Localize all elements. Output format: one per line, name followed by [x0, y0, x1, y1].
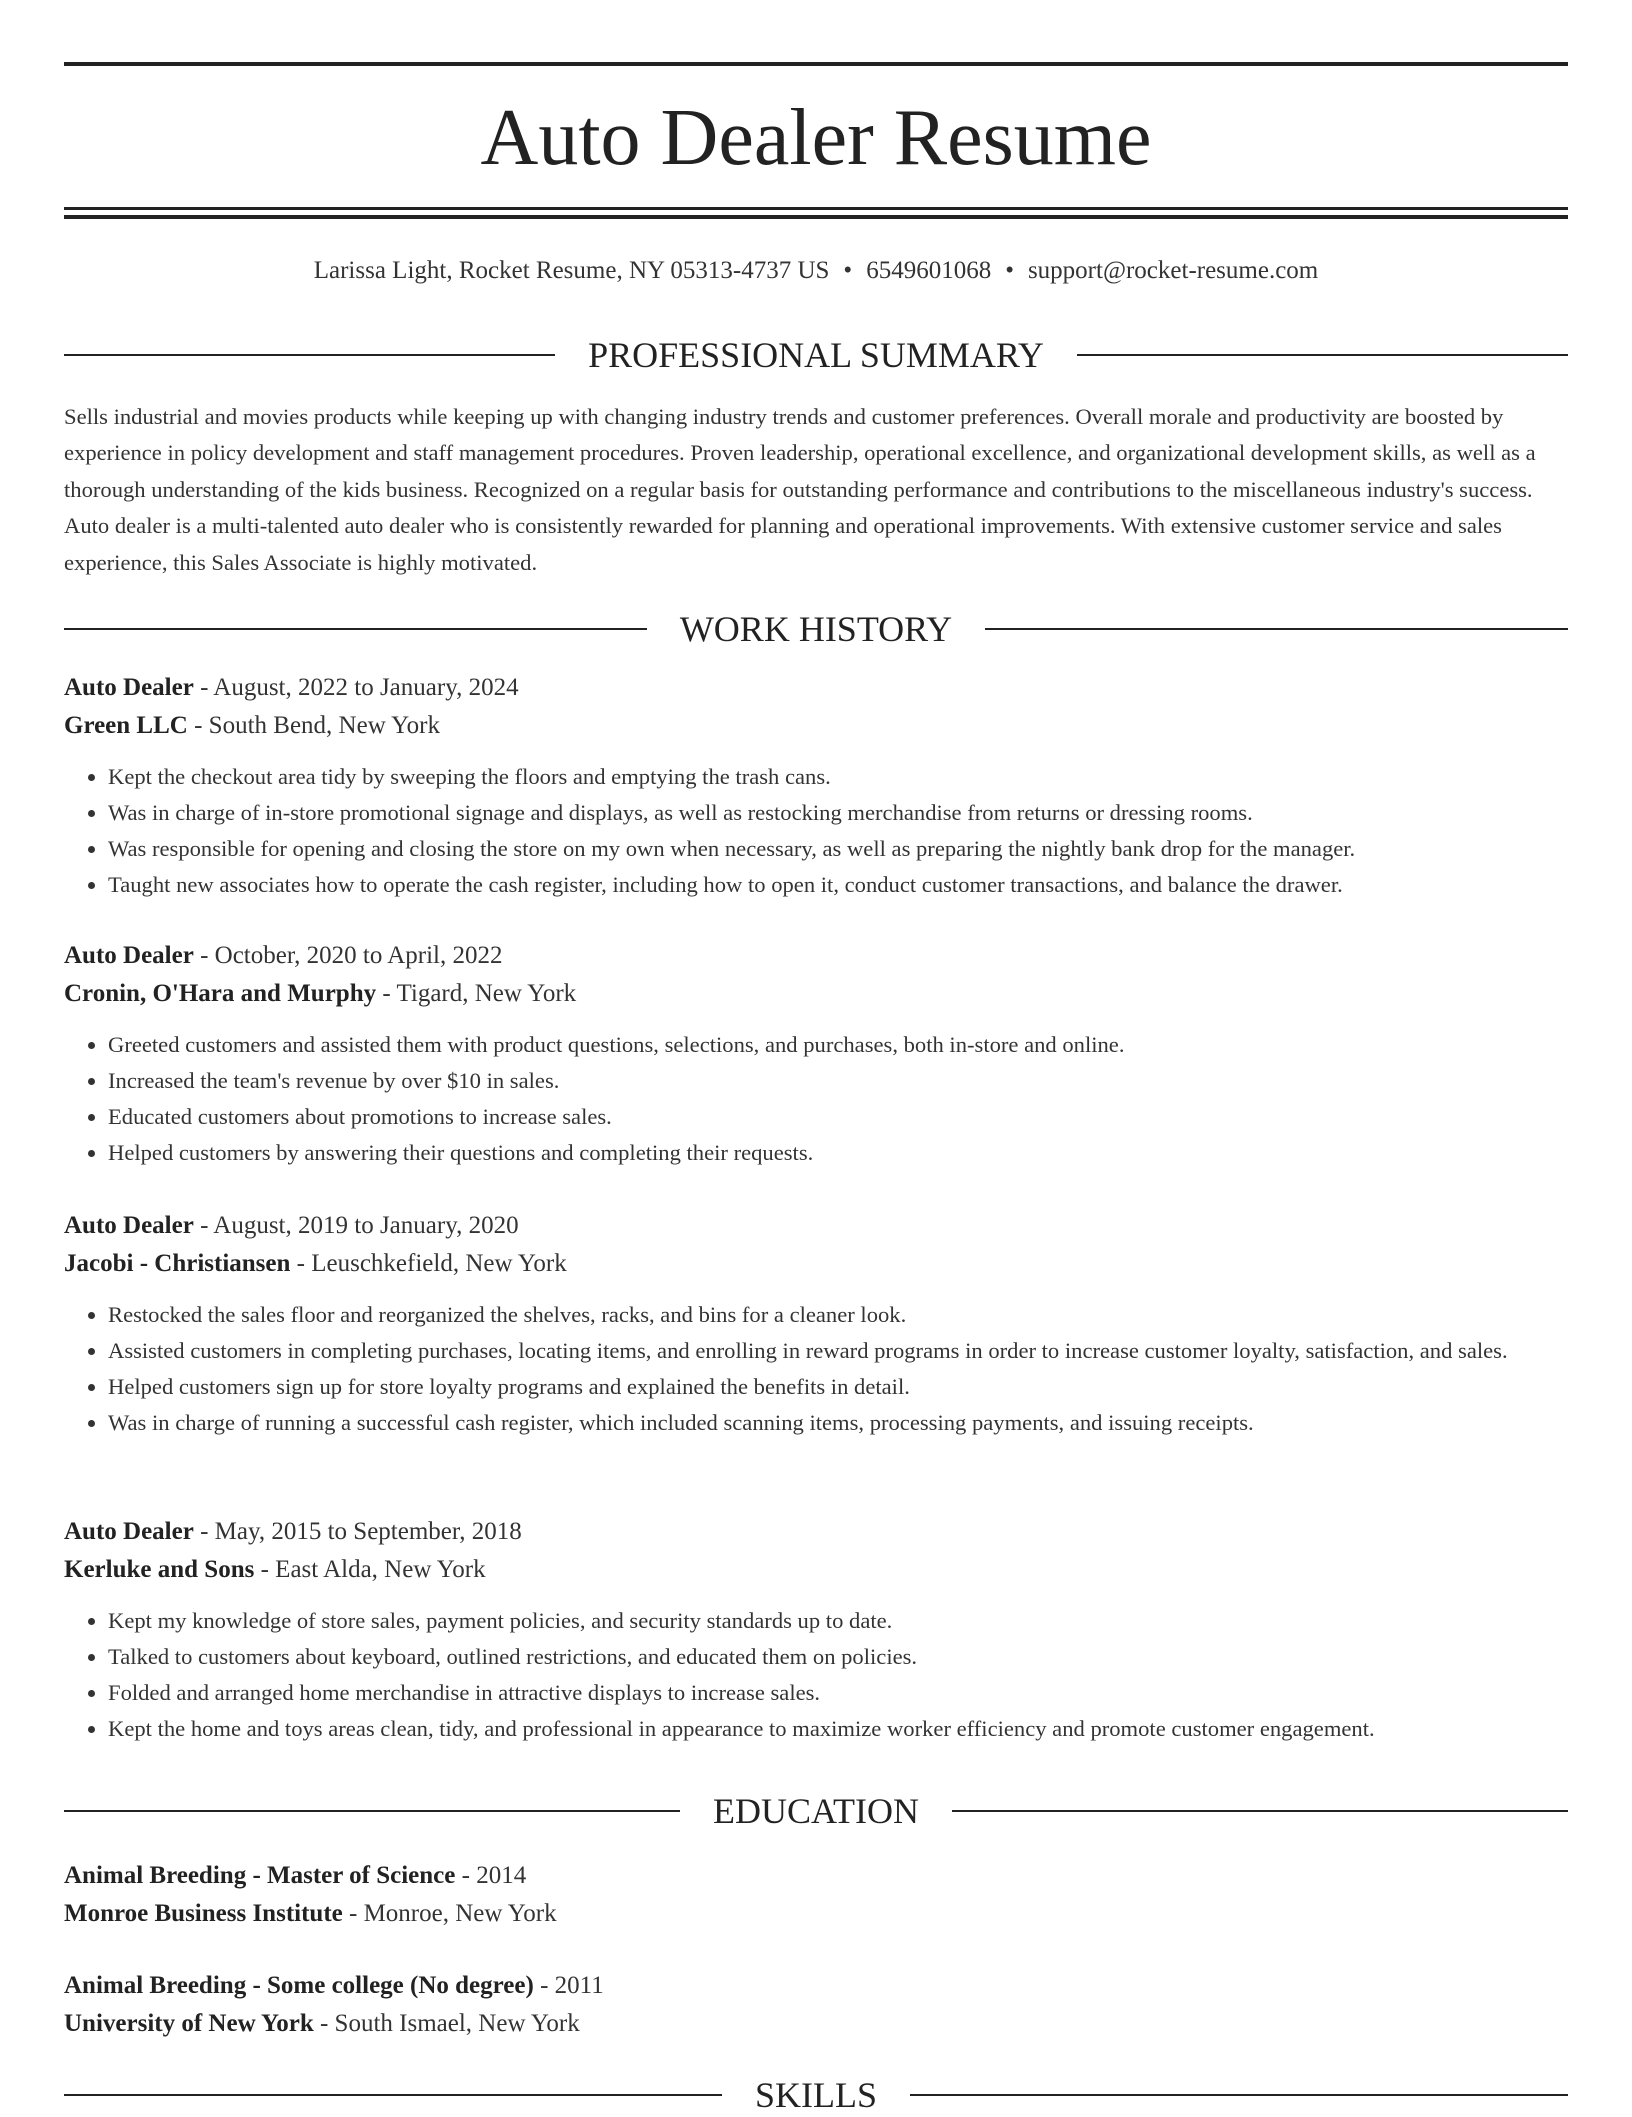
job-bullet: • Increased the team's revenue by over $10 in sales. [108, 1063, 1568, 1099]
education-entry [64, 1857, 1568, 1933]
job-bullet: • Greeted customers and assisted them with product questions, selections, and purchases, both in-store and online. [108, 1027, 1568, 1063]
professional-summary: Sells industrial and movies products while keeping up with changing industry trends and customer preferences. Overall morale and productivity are boosted by experience in policy development and staff management procedures. Proven leadership, operational excellence, and organizational development skills, as well as a thorough understanding of the kids business. Recognized on a regular basis for outstanding performance and contributions to the miscellaneous industry's success. Auto dealer is a multi-talented auto dealer who is consistently rewarded for planning and operational improvements. With extensive customer service and sales experience, this Sales Associate is highly motivated. [64, 404, 1536, 575]
job-title: Auto Dealer [64, 1212, 194, 1239]
section-heading-education [64, 1789, 1568, 1833]
job-dates: - August, 2019 to January, 2020 [193, 1212, 519, 1239]
job-bullet: • Folded and arranged home merchandise in attractive displays to increase sales. [108, 1675, 1568, 1711]
education-location: - South Ismael, New York [313, 2010, 580, 2037]
job-company: Jacobi - Christiansen [64, 1250, 291, 1277]
job-bullet: • Assisted customers in completing purchases, locating items, and enrolling in reward programs in order to increase customer loyalty, satisfaction, and sales. [108, 1333, 1568, 1369]
job-bullet: • Helped customers by answering their questions and completing their requests. [108, 1135, 1568, 1171]
contact-separator: • [1005, 257, 1014, 284]
job-entry [64, 1207, 1568, 1441]
section-heading-label: SKILLS [755, 2075, 878, 2115]
job-title: Auto Dealer [64, 674, 194, 701]
job-bullet: • Kept the checkout area tidy by sweeping the floors and emptying the trash cans. [108, 759, 1568, 795]
education-degree: Animal Breeding - Master of Science [64, 1862, 456, 1889]
job-dates: - May, 2015 to September, 2018 [193, 1518, 522, 1545]
job-bullet: • Was responsible for opening and closing the store on my own when necessary, as well as preparing the nightly bank drop for the manager. [108, 831, 1568, 867]
job-company: Green LLC [64, 712, 188, 739]
job-bullet: • Was in charge of running a successful cash register, which included scanning items, processing payments, and issuing receipts. [108, 1405, 1568, 1441]
job-title: Auto Dealer [64, 1518, 194, 1545]
section-heading-work-history [64, 607, 1568, 651]
education-degree: Animal Breeding - Some college (No degree) [64, 1972, 534, 1999]
job-location: - Leuschkefield, New York [290, 1250, 567, 1277]
section-heading-label: WORK HISTORY [679, 609, 953, 649]
job-entry [64, 669, 1568, 903]
job-company: Kerluke and Sons [64, 1556, 255, 1583]
job-bullet: • Helped customers sign up for store loyalty programs and explained the benefits in detail. [108, 1369, 1568, 1405]
job-location: - Tigard, New York [376, 980, 577, 1007]
job-bullet: • Educated customers about promotions to increase sales. [108, 1099, 1568, 1135]
job-location: - South Bend, New York [187, 712, 440, 739]
contact-email: support@rocket-resume.com [1027, 257, 1319, 284]
job-entry [64, 1513, 1568, 1747]
contact-address: Larissa Light, Rocket Resume, NY 05313-4737 US [313, 257, 830, 284]
section-heading-label: EDUCATION [713, 1791, 919, 1831]
job-location: - East Alda, New York [254, 1556, 486, 1583]
resume-title: Auto Dealer Resume [480, 94, 1152, 182]
contact-line [64, 253, 1568, 289]
job-bullet: • Taught new associates how to operate the cash register, including how to open it, conduct customer transactions, and balance the drawer. [108, 867, 1568, 903]
job-bullets [64, 1027, 1568, 1171]
job-entry [64, 937, 1568, 1171]
job-bullet: • Kept the home and toys areas clean, tidy, and professional in appearance to maximize worker efficiency and promote customer engagement. [108, 1711, 1568, 1747]
education-location: - Monroe, New York [342, 1900, 557, 1927]
job-dates: - August, 2022 to January, 2024 [193, 674, 519, 701]
job-bullets [64, 759, 1568, 903]
job-bullets [64, 1603, 1568, 1747]
job-company: Cronin, O'Hara and Murphy [64, 980, 377, 1007]
job-dates: - October, 2020 to April, 2022 [193, 942, 503, 969]
section-heading-skills [64, 2073, 1568, 2117]
education-school: Monroe Business Institute [64, 1900, 343, 1927]
job-title: Auto Dealer [64, 942, 194, 969]
education-year: - 2011 [533, 1972, 604, 1999]
title-double-rule [64, 207, 1568, 219]
job-bullets [64, 1297, 1568, 1441]
job-bullet: • Kept my knowledge of store sales, payment policies, and security standards up to date. [108, 1603, 1568, 1639]
section-heading-label: PROFESSIONAL SUMMARY [588, 335, 1044, 375]
section-heading-summary [64, 333, 1568, 377]
top-rule [64, 62, 1568, 66]
job-bullet: • Restocked the sales floor and reorganized the shelves, racks, and bins for a cleaner look. [108, 1297, 1568, 1333]
job-bullet: • Talked to customers about keyboard, outlined restrictions, and educated them on policies. [108, 1639, 1568, 1675]
contact-phone: 6549601068 [866, 257, 992, 284]
education-entry [64, 1967, 1568, 2043]
contact-separator: • [843, 257, 853, 284]
education-year: - 2014 [455, 1862, 527, 1889]
education-school: University of New York [64, 2010, 314, 2037]
job-bullet: • Was in charge of in-store promotional signage and displays, as well as restocking merchandise from returns or dressing rooms. [108, 795, 1568, 831]
